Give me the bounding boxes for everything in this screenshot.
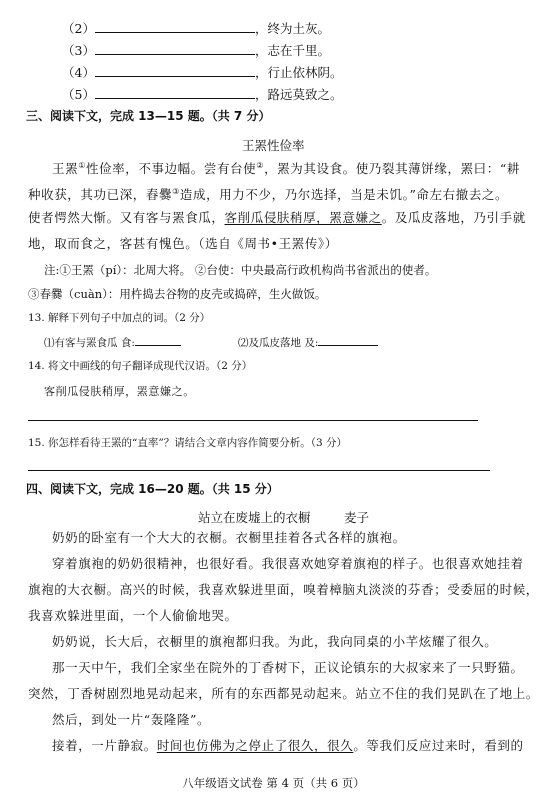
passage2-line8: 然后，到处一片“轰隆隆”。 (52, 712, 211, 727)
section4-heading: 四、阅读下文，完成 16—20 题。（共 15 分） (26, 482, 279, 496)
answer-blank[interactable] (95, 42, 255, 55)
fill-text: ，行止依林阴。 (254, 65, 343, 80)
question-13-2: ⑵及瓜皮落地 及: (238, 333, 378, 351)
section3-heading: 三、阅读下文，完成 13—15 题。（共 7 分） (26, 109, 271, 123)
passage2-line9: 接着，一片静寂。时间也仿佛为之停止了很久，很久。等我们反应过来时，看到的 (52, 738, 524, 753)
question-13: 13. 解释下列句子中加点的词。（2 分） (28, 312, 211, 324)
passage2-line7: 突然，丁香树剧烈地晃动起来，所有的东西都晃动起来。站立不住的我们晃趴在了地上。 (28, 686, 539, 701)
question-15: 15. 你怎样看待王罴的“直率”？请结合文章内容作简要分析。（3 分） (28, 437, 348, 449)
answer-blank[interactable] (318, 333, 378, 346)
fill-text: ，路远莫致之。 (254, 87, 343, 102)
passage1-line1: 王罴①性俭率，不事边幅。尝有台使②，罴为其设食。使乃裂其薄饼缘，罴曰：“耕 (52, 161, 520, 177)
passage2-line3: 旗袍的大衣橱。高兴的时候，我喜欢躲进里面，嗅着樟脑丸淡淡的芬香；受委屈的时候， (28, 582, 539, 597)
passage1-title: 王罴性俭率 (242, 138, 305, 153)
note-3: ③春爨（cuàn）：用杵捣去谷物的皮壳或捣碎，生火做饭。 (28, 287, 327, 301)
question-14: 14. 将文中画线的句子翻译成现代汉语。（2 分） (28, 360, 253, 372)
note-1-2: 注:①王罴（pí）：北周大将。 ②台使：中央最高行政机构尚书省派出的使者。 (44, 263, 437, 277)
fill-line-3 (62, 42, 330, 59)
passage1-line2: 种收获，其功已深，舂爨③造成，用力不少，乃尔选择，当是未饥。”命左右撤去之。 (28, 187, 509, 203)
underlined-sentence: 时间也仿佛为之停止了很久，很久 (156, 738, 354, 753)
fill-number: （2） (62, 21, 95, 36)
answer-blank[interactable] (135, 333, 181, 346)
answer-blank[interactable] (95, 64, 255, 77)
passage1-line3: 使者愕然大惭。又有客与罴食瓜，客削瓜侵肤稍厚，罴意嫌之。及瓜皮落地，乃引手就 (28, 210, 526, 225)
passage2-line5: 奶奶说，长大后，衣橱里的旗袍都归我。为此，我向同桌的小芊炫耀了很久。 (52, 634, 498, 649)
passage2-author: 麦子 (344, 510, 370, 525)
passage2-line4: 我喜欢躲进里面，一个人偷偷地哭。 (28, 608, 238, 623)
fill-text: ，终为土灰。 (254, 21, 330, 36)
fill-number: （4） (62, 65, 95, 80)
answer-blank[interactable] (95, 86, 255, 99)
question-14-sentence: 客削瓜侵肤稍厚，罴意嫌之。 (44, 385, 195, 398)
underlined-sentence: 客削瓜侵肤稍厚，罴意嫌之 (224, 210, 382, 225)
fill-text: ，志在千里。 (254, 43, 330, 58)
question-13-1: ⑴有客与罴食瓜 食: (44, 333, 181, 351)
passage2-title: 站立在废墟上的衣橱 (198, 510, 311, 525)
fill-number: （3） (62, 43, 95, 58)
passage2-line1: 奶奶的卧室有一个大大的衣橱。衣橱里挂着各式各样的旗袍。 (52, 530, 406, 545)
page-footer: 八年级语文试卷 第 4 页（共 6 页） (182, 776, 365, 790)
answer-line-15[interactable] (28, 470, 490, 471)
passage2-line6: 那一天中午，我们全家坐在院外的丁香树下，正议论镇东的大叔家来了一只野猫。 (52, 660, 524, 675)
fill-line-5 (62, 86, 342, 103)
fill-number: （5） (62, 87, 95, 102)
passage2-line2: 穿着旗袍的奶奶很精神，也很好看。我很喜欢她穿着旗袍的样子。也很喜欢她挂着 (52, 556, 524, 571)
answer-line-14[interactable] (28, 420, 478, 421)
answer-blank[interactable] (95, 20, 255, 33)
passage1-line4: 地，取而食之，客甚有愧色。（选自《周书•王罴传》） (28, 236, 338, 251)
fill-line-4 (62, 64, 342, 81)
fill-line-2 (62, 20, 330, 37)
